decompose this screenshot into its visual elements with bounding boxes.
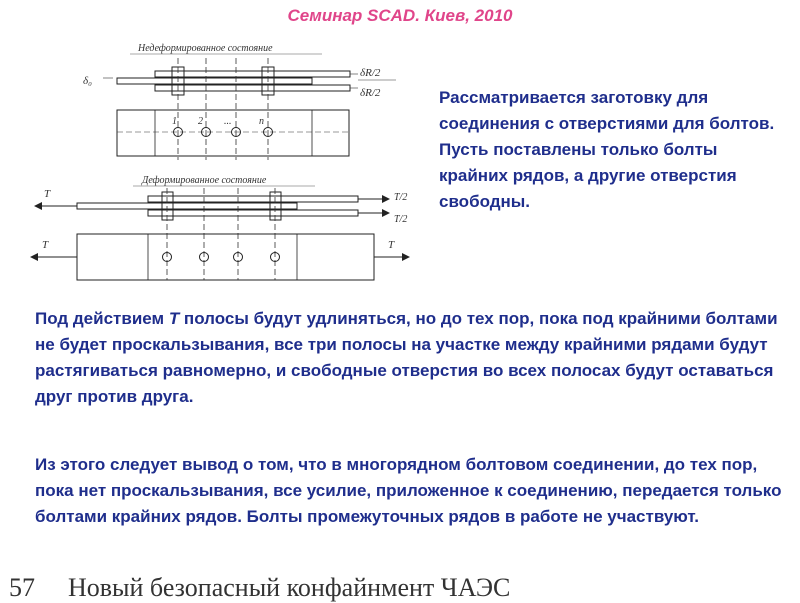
hole-label-1: 1 bbox=[172, 116, 177, 127]
bolted-joint-figure bbox=[0, 0, 440, 290]
top-plan-plate bbox=[117, 110, 349, 156]
hole-label-2: 2 bbox=[198, 116, 203, 127]
hole-label-dots: ... bbox=[224, 116, 232, 127]
half-force-bottom-label: T/2 bbox=[394, 214, 408, 225]
bottom-plate-upper bbox=[148, 196, 358, 202]
footer-title: Новый безопасный конфайнмент ЧАЭС bbox=[68, 573, 511, 602]
bottom-plan-plate bbox=[77, 234, 374, 280]
force-left-label: T bbox=[44, 188, 51, 200]
slide-footer bbox=[0, 568, 800, 600]
bottom-figure-caption: Деформированное состояние bbox=[142, 175, 267, 186]
side-description: Рассматривается заготовку для соединения с отверстиями для болтов. Пусть поставлены только болты крайних рядов, а другие отверстия свободны. bbox=[439, 88, 775, 211]
slide-header: Семинар SCAD. Киев, 2010 bbox=[287, 6, 513, 25]
top-figure-caption: Недеформированное состояние bbox=[138, 43, 273, 54]
paragraph1-force-symbol: T bbox=[168, 309, 180, 328]
paragraph1-part1: Под действием bbox=[35, 309, 169, 328]
top-plate-middle bbox=[117, 78, 312, 84]
force-left-lower-label: T bbox=[42, 239, 49, 251]
half-delta-top-label: δR/2 bbox=[360, 67, 381, 79]
paragraph1-part2: полосы будут удлиняться, но до тех пор, пока под крайними болтами не будет проскальзывания, все три полосы на участке между крайними рядами будут растягиваться равномерно, и свободные отверстия во всех полосах будут оставаться друг против друга. bbox=[35, 309, 778, 406]
delta-label: δ₀ bbox=[83, 75, 92, 87]
paragraph-conclusion: Из этого следует вывод о том, что в многорядном болтовом соединении, до тех пор, пока нет проскальзывания, все усилие, приложенное к соединению, передается только болтами крайних рядов. Болты промежуточных рядов в работе не участвуют. bbox=[35, 455, 782, 526]
paragraph-deformation bbox=[35, 306, 795, 410]
half-force-top-label: T/2 bbox=[394, 192, 408, 203]
bottom-plate-middle bbox=[77, 203, 297, 209]
hole-label-n: n bbox=[259, 116, 264, 127]
force-right-lower-label: T bbox=[388, 239, 395, 251]
slide-number: 57 bbox=[9, 573, 35, 602]
half-delta-bottom-label: δR/2 bbox=[360, 87, 381, 99]
bottom-plate-lower bbox=[148, 210, 358, 216]
